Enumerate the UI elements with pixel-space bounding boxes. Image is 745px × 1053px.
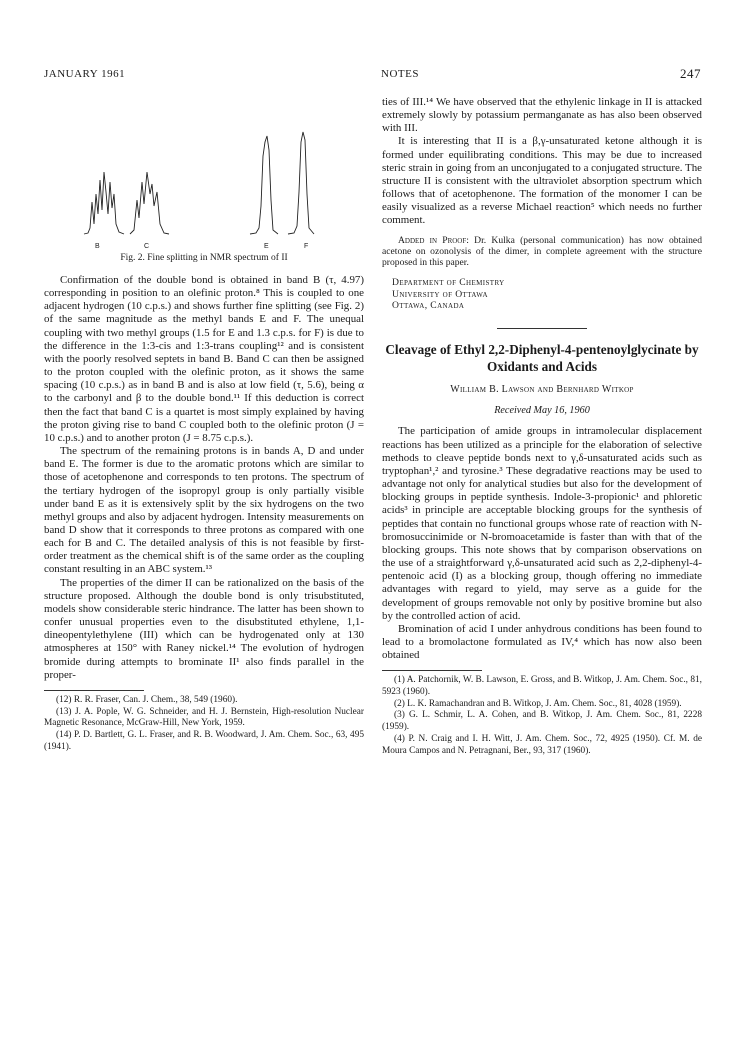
spectrum-trace-band-c	[130, 172, 169, 234]
article-authors: William B. Lawson and Bernhard Witkop	[450, 384, 634, 396]
footnote-divider	[44, 690, 144, 691]
footnote: (14) P. D. Bartlett, G. L. Fraser, and R. B. Woodward, J. Am. Chem. Soc., 63, 495 (1941).	[44, 729, 364, 752]
article-separator	[497, 328, 587, 329]
author-affiliation	[382, 277, 702, 312]
paragraph: The participation of amide groups in intramolecular displacement reactions has been utilized as a principle for the elaboration of selective methods to cleave peptide bonds next to γ,δ-unsaturated acids such as tryptophan¹,² and tyrosine.³ These degradative reactions may be used to advantage not only for analytical studies but also for the development of blocking groups in peptide synthesis. Indole-3-propionic¹ and phloretic acids³ in principle are acceptable blocking groups for the synthesis of peptides that contain no functional groups whose rate of reaction with N-bromosuccinimide or N-bromoacetamide is faster than with that of the blocking groups. This note shows that by comparison observations on the use of a straightforward γ,δ-unsaturated acid such as 2,2-diphenyl-4-pentenoic acid (I) as a blocking group, though offering no immediate advantages with regard to yield, may serve as a guide for the development of groups removable not only by positive bromine but also by the controlled action of acid.	[382, 425, 702, 622]
band-label-e: E	[264, 243, 269, 250]
proof-note-label: Added in Proof:	[398, 234, 469, 246]
band-label-f: F	[304, 243, 309, 250]
spectrum-trace-band-e	[250, 136, 278, 234]
footnote-divider	[382, 670, 482, 671]
figure-caption: Fig. 2. Fine splitting in NMR spectrum of II	[120, 253, 288, 263]
affiliation-line: Ottawa, Canada	[392, 300, 465, 312]
paragraph: ties of III.¹⁴ We have observed that the ethylenic linkage in II is attacked extremely slowly by potassium permanganate as has also been observed with III.	[382, 96, 702, 135]
left-column	[44, 96, 364, 753]
band-label-b: B	[95, 243, 100, 250]
footnote: (3) G. L. Schmir, L. A. Cohen, and B. Witkop, J. Am. Chem. Soc., 81, 2228 (1959).	[382, 710, 702, 733]
figure-nmr-spectrum	[44, 96, 364, 266]
nmr-spectrum-plot	[44, 96, 364, 241]
paragraph: It is interesting that II is a β,γ-unsaturated ketone although it is formed under equilibrating conditions. This may be due to increased steric strain in going from an unconjugated to a conjugated structure. The structure II is consistent with the ultraviolet absorption spectrum which follows that of acetophenone. The formation of the monomer I can be easily visualized as a reverse Michael reaction⁵ which needs no further comment.	[382, 135, 702, 227]
footnote: (2) L. K. Ramachandran and B. Witkop, J. Am. Chem. Soc., 81, 4028 (1959).	[394, 698, 682, 709]
proof-note	[382, 235, 702, 269]
spectrum-trace-band-f	[288, 132, 314, 234]
footnote: (1) A. Patchornik, W. B. Lawson, E. Gross, and B. Witkop, J. Am. Chem. Soc., 81, 5923 (1960).	[382, 675, 702, 697]
footnote: (4) P. N. Craig and I. H. Witt, J. Am. Chem. Soc., 72, 4925 (1950). Cf. M. de Moura Campos and N. Petragnani, Ber., 93, 317 (1960).	[382, 733, 702, 756]
page-number: 247	[680, 66, 701, 81]
paragraph: The spectrum of the remaining protons is in bands A, D and under band E. The former is due to the aromatic protons which are similar to those of acetophenone and corresponds to ten protons. The spectrum of the tertiary hydrogen of the isopropyl group is only partially visible under band E as it is extensively split by the six hydrogens on the two methyl groups and also by adjacent hydrogen. Intensity measurements on band D show that it corresponds to three protons as compared with one each for B and C. The detailed analysis of this is not feasible by first-order treatment as the chemical shift is of the same order as the coupling constant resulting in an ABC system.¹³	[44, 445, 364, 576]
paragraph: The properties of the dimer II can be rationalized on the basis of the structure proposed. Although the double bond is only trisubstituted, models show considerable steric hindrance. The latter has been shown to confer unusual properties even to the disubstituted ethylene, 1,1-dineopentylethylene (III) which can be hydrogenated only at 130 atmospheres at 150° with Raney nickel.¹⁴ The evolution of hydrogen bromide during attempts to brominate II¹ also finds parallel in the proper-	[44, 576, 364, 681]
received-date: Received May 16, 1960	[494, 405, 590, 417]
running-header-section: NOTES	[381, 68, 419, 80]
affiliation-line: University of Ottawa	[392, 288, 488, 300]
spectrum-trace-band-b	[84, 172, 124, 234]
running-header-date: JANUARY 1961	[44, 68, 126, 80]
affiliation-line: Department of Chemistry	[392, 276, 505, 288]
right-column	[382, 96, 702, 757]
footnote: (13) J. A. Pople, W. G. Schneider, and H. J. Bernstein, High-resolution Nuclear Magnetic Resonance, McGraw-Hill, New York, 1959.	[44, 706, 364, 729]
paragraph: Confirmation of the double bond is obtained in band B (τ, 4.97) corresponding in position to an olefinic proton.⁸ This is coupled to one adjacent hydrogen (10 c.p.s.) and shows further fine splitting (see Fig. 2) of the same magnitude as the methyl bands E and F. The unequal coupling with two methyl groups (1.5 for E and 1.3 c.p.s. for F) is due to the difference in the 1:3-cis and 1:3-trans coupling¹² and is consistent with the poorly resolved septets in band B. Band C can then be assigned to the proton coupled with the olefinic proton, as it shows the same spacing (10 c.p.s.) as in band B and is also at low field (τ, 5.6), being α to the carbonyl and β to the double bond.¹¹ If this deduction is correct then the fact that band C is a quartet is most simply explained by having the proton giving rise to band C coupled both to the olefinic proton (J = 10 c.p.s.) and to another proton (J = 8.75 c.p.s.).	[44, 274, 364, 444]
band-label-c: C	[144, 243, 150, 250]
footnote: (12) R. R. Fraser, Can. J. Chem., 38, 549 (1960).	[56, 694, 238, 705]
paragraph: Bromination of acid I under anhydrous conditions has been found to lead to a bromolactone formulated as IV,⁴ which has now also been obtained	[382, 622, 702, 662]
article-title: Cleavage of Ethyl 2,2-Diphenyl-4-pentenoylglycinate by Oxidants and Acids	[385, 342, 699, 375]
proof-note-text: Dr. Kulka (personal communication) has now obtained acetone on ozonolysis of the dimer, in complete agreement with the structure proposed in this paper.	[382, 234, 702, 269]
